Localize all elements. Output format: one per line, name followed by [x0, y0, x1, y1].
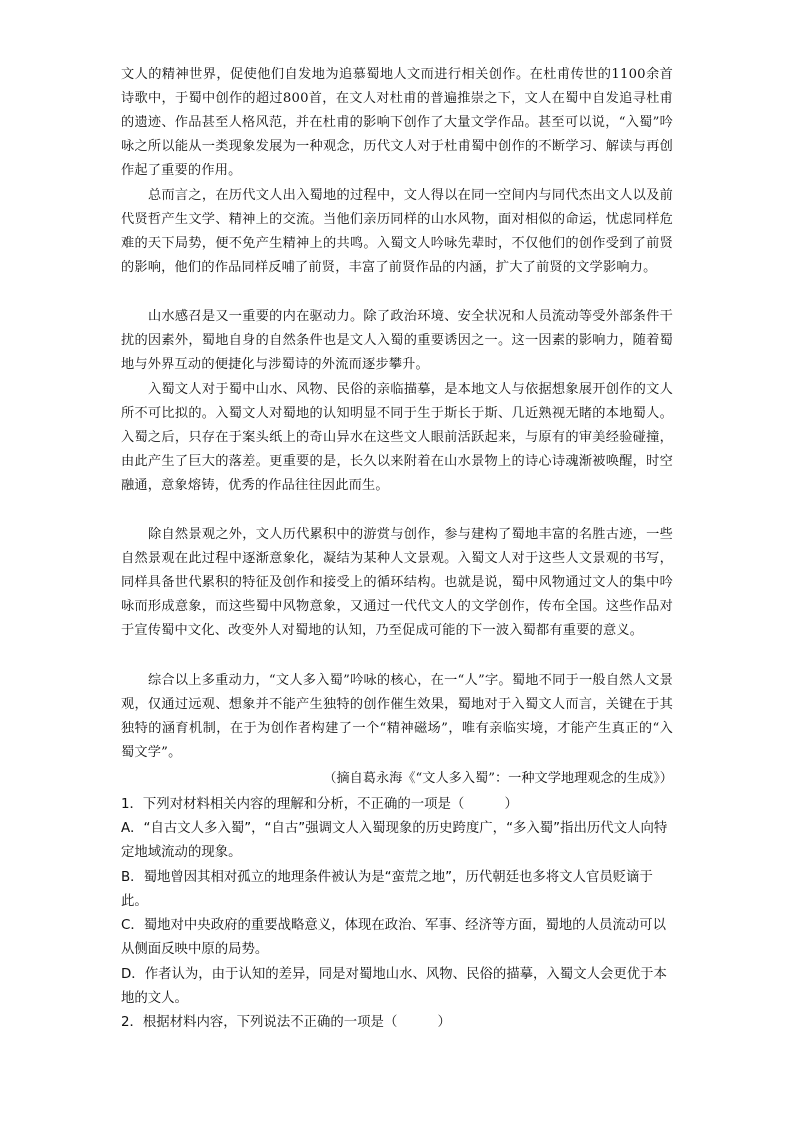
question-2-stem: 2．根据材料内容，下列说法不正确的一项是（ ） [121, 1015, 451, 1030]
passage-paragraph-2: 总而言之，在历代文人出入蜀地的过程中，文人得以在同一空间内与同代杰出文人以及前代贤哲产生文学、精神上的交流。当他们亲历同样的山水风物，面对相似的命运，忧虑同样危难的天下局势，便不免产生精神上的共鸣。入蜀文人吟咏先辈时，不仅他们的创作受到了前贤的影响，他们的作品同样反哺了前贤，丰富了前贤作品的内涵，扩大了前贤的文学影响力。 [121, 188, 673, 276]
passage-paragraph-5: 除自然景观之外，文人历代累积中的游赏与创作，参与建构了蜀地丰富的名胜古迹，一些自然景观在此过程中逐渐意象化，凝结为某种人文景观。入蜀文人对于这些人文景观的书写，同样具备世代累积的特征及创作和接受上的循环结构。也就是说，蜀中风物通过文人的集中吟咏而形成意象，而这些蜀中风物意象，又通过一代代文人的文学创作，传布全国。这些作品对于宣传蜀中文化、改变外人对蜀地的认知，乃至促成可能的下一波入蜀都有重要的意义。 [121, 527, 673, 639]
passage-paragraph-6: 综合以上多重动力，“文人多入蜀”吟咏的核心，在一“人”字。蜀地不同于一般自然人文景观，仅通过远观、想象并不能产生独特的创作催生效果，蜀地对于入蜀文人而言，关键在于其独特的涵育机制，在于为创作者构建了一个“精神磁场”，唯有亲临实境，才能产生真正的“入蜀文学”。 [121, 673, 673, 761]
question-1-option-c: C．蜀地对中央政府的重要战略意义，体现在政治、军事、经济等方面，蜀地的人员流动可以从侧面反映中原的局势。 [121, 918, 666, 958]
passage-paragraph-3: 山水感召是又一重要的内在驱动力。除了政治环境、安全状况和人员流动等受外部条件干扰的因素外，蜀地自身的自然条件也是文人入蜀的重要诱因之一。这一因素的影响力，随着蜀地与外界互动的便捷化与涉蜀诗的外流而逐步攀升。 [121, 309, 673, 373]
question-1-option-a: A．“自古文人多入蜀”，“自古”强调文人入蜀现象的历史跨度广，“多入蜀”指出历代文人向特定地域流动的现象。 [121, 821, 668, 861]
question-1-option-d: D．作者认为，由于认知的差异，同是对蜀地山水、风物、民俗的描摹，入蜀文人会更优于本地的文人。 [121, 967, 667, 1007]
question-1-option-b: B．蜀地曾因其相对孤立的地理条件被认为是“蛮荒之地”，历代朝廷也多将文人官员贬谪于此。 [121, 870, 653, 910]
passage-paragraph-4: 入蜀文人对于蜀中山水、风物、民俗的亲临描摹，是本地文人与依据想象展开创作的文人所不可比拟的。入蜀文人对蜀地的认知明显不同于生于斯长于斯、几近熟视无睹的本地蜀人。入蜀之后，只存在于案头纸上的奇山异水在这些文人眼前活跃起来，与原有的审美经验碰撞，由此产生了巨大的落差。更重要的是，长久以来附着在山水景物上的诗心诗魂渐被唤醒，时空融通，意象熔铸，优秀的作品往往因此而生。 [121, 382, 673, 494]
question-1-stem: 1．下列对材料相关内容的理解和分析，不正确的一项是（ ） [121, 797, 518, 812]
source-citation: （摘自葛永海《“文人多入蜀”：一种文学地理观念的生成》） [323, 771, 673, 786]
passage-paragraph-1: 文人的精神世界，促使他们自发地为追慕蜀地人文而进行相关创作。在杜甫传世的1100余首诗歌中，于蜀中创作的超过800首，在文人对杜甫的普遍推崇之下，文人在蜀中自发追寻杜甫的遗迹、作品甚至人格风范，并在杜甫的影响下创作了大量文学作品。甚至可以说，“入蜀”吟咏之所以能从一类现象发展为一种观念，历代文人对于杜甫蜀中创作的不断学习、解读与再创作起了重要的作用。 [121, 67, 673, 179]
